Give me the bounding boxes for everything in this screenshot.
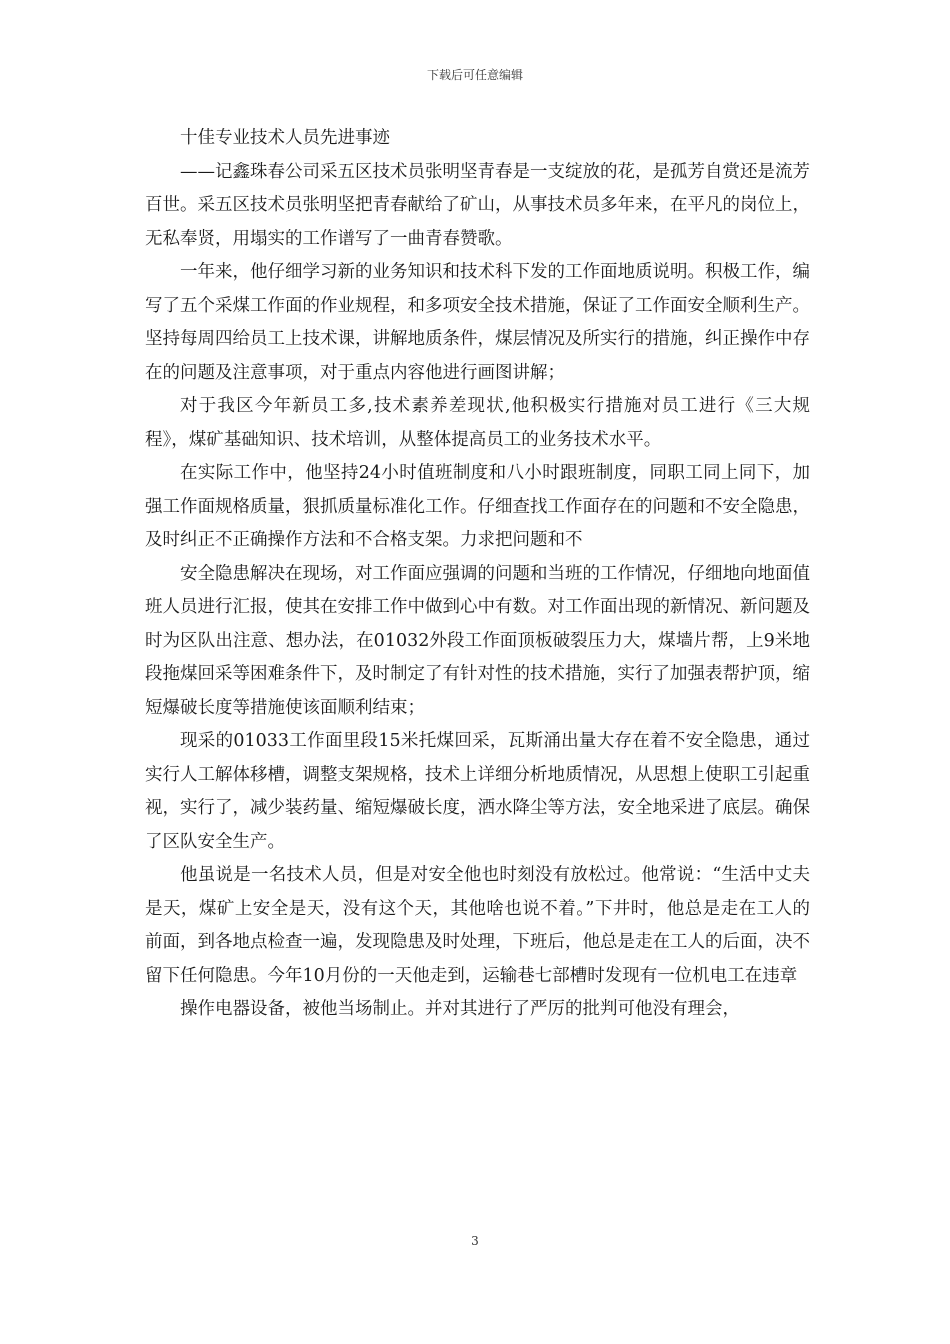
paragraph-study: 一年来，他仔细学习新的业务知识和技术科下发的工作面地质说明。积极工作，编写了五个采煤工作面的作业规程，和多项安全技术措施，保证了工作面安全顺利生产。坚持每周四给员工上技术课，讲解地质条件，煤层情况及所实行的措施，纠正操作中存在的问题及注意事项，对于重点内容他进行画图讲解； [145,262,810,383]
paragraph-duty: 在实际工作中，他坚持24小时值班制度和八小时跟班制度，同职工同上同下，加强工作面规格质量，狠抓质量标准化工作。仔细查找工作面存在的问题和不安全隐患，及时纠正不正确操作方法和不合格支架。力求把问题和不 [145,463,810,550]
paragraph-violation: 操作电器设备，被他当场制止。并对其进行了严厉的批判可他没有理会， [180,999,740,1019]
paragraph-subtitle-intro: ——记鑫珠春公司采五区技术员张明坚青春是一支绽放的花，是孤芳自赏还是流芳百世。采五区技术员张明坚把青春献给了矿山，从事技术员多年来，在平凡的岗位上，无私奉贤，用塌实的工作谱写了一曲青春赞歌。 [145,161,810,249]
paragraph-current-face: 现采的01033工作面里段15米托煤回采，瓦斯涌出量大存在着不安全隐患，通过实行人工解体移槽，调整支架规格，技术上详细分析地质情况，从思想上使职工引起重视，实行了，减少装药量、缩短爆破长度，洒水降尘等方法，安全地采进了底层。确保了区队安全生产。 [145,731,810,852]
page-number: 3 [471,1234,479,1248]
paragraph-onsite: 安全隐患解决在现场，对工作面应强调的问题和当班的工作情况，仔细地向地面值班人员进行汇报，使其在安排工作中做到心中有数。对工作面出现的新情况、新问题及时为区队出注意、想办法，在01032外段工作面顶板破裂压力大，煤墙片帮，上9米地段拖煤回采等困难条件下，及时制定了有针对性的技术措施，实行了加强表帮护顶，缩短爆破长度等措施使该面顺利结束； [145,563,810,718]
paragraph-training: 对于我区今年新员工多,技术素养差现状,他积极实行措施对员工进行《三大规程》，煤矿基础知识、技术培训，从整体提高员工的业务技术水平。 [145,396,810,450]
paragraph-safety: 他虽说是一名技术人员，但是对安全他也时刻没有放松过。他常说：“生活中丈夫是天，煤矿上安全是天，没有这个天，其他啥也说不着。”下井时，他总是走在工人的前面，到各地点检查一遍，发现隐患及时处理，下班后，他总是走在工人的后面，决不留下任何隐患。今年10月份的一天他走到，运输巷七部槽时发现有一位机电工在违章 [145,865,810,986]
document-body [145,122,810,1027]
page-header-note: 下载后可任意编辑 [426,68,523,82]
document-title: 十佳专业技术人员先进事迹 [180,128,390,148]
